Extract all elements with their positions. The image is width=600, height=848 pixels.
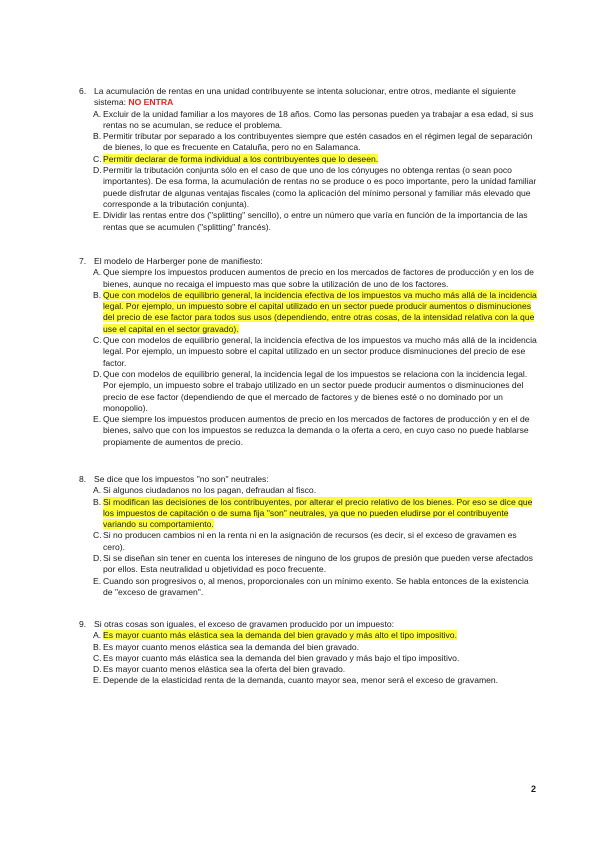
question-text: La acumulación de rentas en una unidad contribuyente se intenta solucionar, entre otros, mediante el siguiente sistema:: [94, 86, 516, 108]
option-letter: A.: [93, 630, 102, 641]
option-letter: A.: [93, 267, 102, 278]
option-letter: D.: [93, 664, 102, 675]
question-text: Si otras cosas son iguales, el exceso de gravamen producido por un impuesto:: [94, 619, 394, 629]
question-number: 7.: [79, 256, 87, 266]
option-text: Si no producen cambios ni en la renta ni en la asignación de recursos (es decir, si el exceso de gravamen es cero).: [103, 530, 517, 552]
option-text: Cuando son progresivos o, al menos, proporcionales con un mínimo exento. Se habla entonces de la existencia de "exceso de gravamen".: [103, 575, 529, 597]
option-d: [79, 369, 539, 414]
option-e: [79, 414, 539, 448]
option-c: [79, 653, 539, 664]
question-number: 9.: [79, 619, 87, 629]
option-letter: B.: [93, 496, 102, 507]
option-d: [79, 553, 539, 576]
option-text: Que con modelos de equilibrio general, la incidencia legal de los impuestos se relaciona con la incidencia legal. Por ejemplo, un impuesto sobre el trabajo utilizado en un sector puede producir aumentos o disminuciones del precio de ese factor (dependiendo de que el mercado de factores y de bienes esté o no dominado por un monopolio).: [103, 368, 528, 413]
question-text: El modelo de Harberger pone de manifiesto:: [94, 256, 263, 266]
question-stem: [79, 474, 539, 485]
option-letter: E.: [93, 575, 102, 586]
option-text: Es mayor cuanto más elástica sea la demanda del bien gravado y más bajo el tipo impositivo.: [103, 652, 460, 663]
option-letter: A.: [93, 108, 102, 119]
option-text: Si algunos ciudadanos no los pagan, defraudan al fisco.: [103, 485, 317, 496]
option-e: [79, 210, 539, 233]
option-letter: D.: [93, 553, 102, 564]
option-letter: B.: [93, 641, 102, 652]
option-e: [79, 576, 539, 599]
option-text-highlighted: Que con modelos de equilibrio general, la incidencia efectiva de los impuestos va mucho más allá de la incidencia legal. Por ejemplo, un impuesto sobre el capital utilizado en un sector puede producir aumentos o disminuciones del precio de ese factor para todos sus usos (dependiendo, entre otras cosas, de la intensidad relativa con la que use el capital en el sector gravado).: [103, 289, 537, 334]
question-7: [79, 256, 539, 448]
question-stem: [79, 256, 539, 267]
option-b: [79, 290, 539, 335]
option-letter: E.: [93, 414, 102, 425]
option-letter: B.: [93, 131, 102, 142]
option-letter: C.: [93, 530, 102, 541]
option-text-highlighted: Es mayor cuanto más elástica sea la demanda del bien gravado y más alto el tipo impositivo.: [103, 630, 457, 641]
option-b: [79, 642, 539, 653]
option-letter: D.: [93, 368, 102, 379]
no-entra-tag: NO ENTRA: [128, 97, 174, 108]
option-text: Es mayor cuanto menos elástica sea la demanda del bien gravado.: [103, 641, 360, 652]
option-text: Permitir la tributación conjunta sólo en el caso de que uno de los cónyuges no obtenga rentas (o sean poco importantes). De esa forma, la acumulación de rentas no se produce o es poco importante, pero la unidad familiar puede disfrutar de algunas ventajas fiscales (como la aplicación del mínimo personal y familiar más elevado que corresponde a la tributación conjunta).: [103, 165, 537, 209]
option-b: [79, 497, 539, 531]
question-stem: [79, 619, 539, 630]
question-9: [79, 619, 539, 687]
option-letter: C.: [93, 335, 102, 346]
option-c: [79, 530, 539, 553]
option-e: [79, 675, 539, 686]
option-letter: C.: [93, 153, 102, 164]
question-number: 6.: [79, 86, 87, 96]
page-number: 2: [530, 784, 536, 794]
option-a: [79, 630, 539, 641]
option-text: Que siempre los impuestos producen aumentos de precio en los mercados de factores de producción y en el de bienes, salvo que con los impuestos se reduzca la demanda o la oferta a cero, en cuyo caso no puede hablarse propiamente de aumentos de precio.: [103, 414, 530, 447]
option-d: [79, 165, 539, 210]
option-letter: B.: [93, 289, 102, 300]
option-letter: E.: [93, 675, 102, 686]
option-text-highlighted: Si modifican las decisiones de los contribuyentes, por alterar el precio relativo de los bienes. Por eso se dice que los impuestos de capitación o de suma fija "son" neutrales, ya que no pueden eludirse por el contribuyente variando su comportamiento.: [103, 496, 533, 530]
option-b: [79, 131, 539, 154]
option-text: Que siempre los impuestos producen aumentos de precio en los mercados de factores de producción y en los de bienes, aunque no recaiga el impuesto mas que sobre la utilización de uno de los factores.: [103, 267, 534, 289]
option-text: Si se diseñan sin tener en cuenta los intereses de ninguno de los grupos de presión que pueden verse afectados por ellos. Esta neutralidad u objetividad es poco frecuente.: [103, 553, 533, 575]
option-d: [79, 664, 539, 675]
option-c: [79, 154, 539, 165]
option-text: Que con modelos de equilibrio general, la incidencia efectiva de los impuestos va mucho más allá de la incidencia legal. Por ejemplo, un impuesto sobre el capital utilizado en un sector produce disminuciones del precio de ese factor.: [103, 335, 537, 368]
option-text: Es mayor cuanto menos elástica sea la oferta del bien gravado.: [103, 664, 346, 675]
question-6: [79, 86, 539, 233]
option-text: Depende de la elasticidad renta de la demanda, cuanto mayor sea, menor será el exceso de gravamen.: [103, 675, 499, 686]
question-8: [79, 474, 539, 598]
option-letter: E.: [93, 210, 102, 221]
option-a: [79, 485, 539, 496]
option-a: [79, 109, 539, 132]
option-text: Permitir tributar por separado a los contribuyentes siempre que estén casados en el régimen legal de separación de bienes, lo que es frecuente en Cataluña, pero no en Salamanca.: [103, 131, 533, 153]
option-a: [79, 267, 539, 290]
option-text-highlighted: Permitir declarar de forma individual a los contribuyentes que lo deseen.: [103, 153, 379, 164]
option-letter: C.: [93, 652, 102, 663]
option-text: Excluir de la unidad familiar a los mayores de 18 años. Como las personas pueden ya trabajar a esa edad, si sus rentas no se acumulan, se reduce el problema.: [103, 108, 534, 130]
question-number: 8.: [79, 474, 87, 484]
question-stem: [79, 86, 539, 109]
option-letter: A.: [93, 485, 102, 496]
option-text: Dividir las rentas entre dos ("splitting" sencillo), o entre un número que varía en función de la importancia de las rentas que se acumulen ("splitting" francés).: [103, 210, 528, 232]
option-c: [79, 335, 539, 369]
option-letter: D.: [93, 165, 102, 176]
question-text: Se dice que los impuestos "no son" neutrales:: [94, 474, 269, 484]
